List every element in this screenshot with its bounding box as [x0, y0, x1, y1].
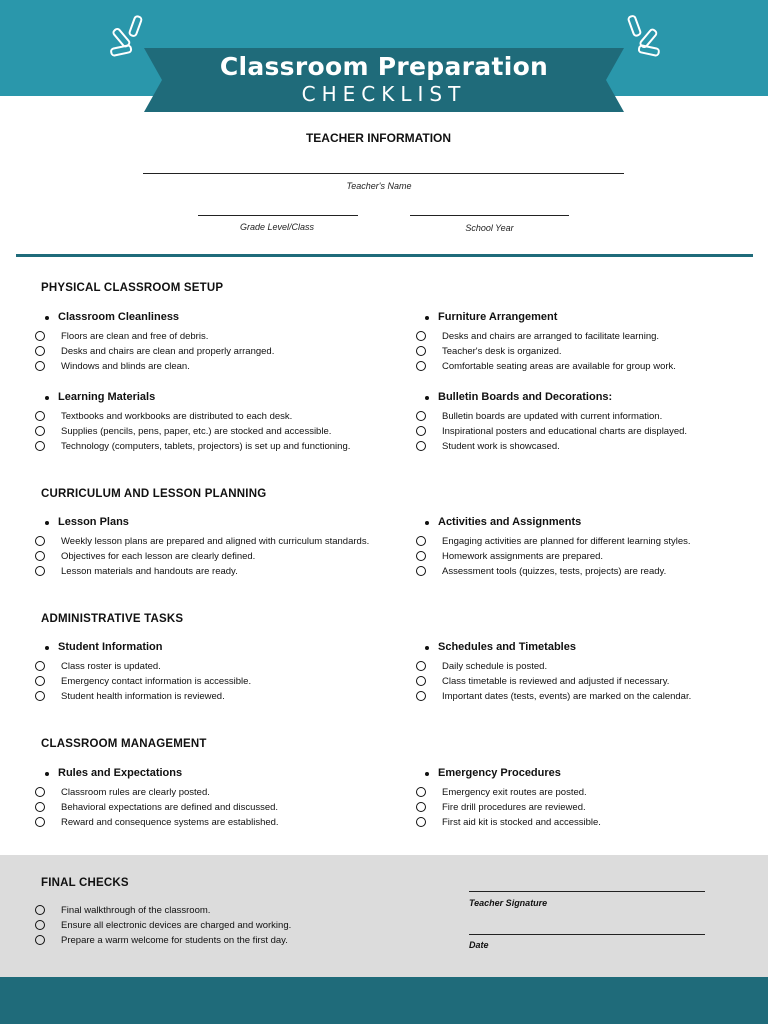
teacher-name-label: Teacher's Name: [346, 181, 412, 191]
list-item[interactable]: [416, 426, 687, 441]
list-item[interactable]: [35, 331, 274, 346]
grade-level-field[interactable]: [198, 215, 358, 216]
item-text: Technology (computers, tablets, projectors) is set up and functioning.: [61, 441, 351, 452]
group-title: Learning Materials: [41, 391, 356, 411]
item-text: Homework assignments are prepared.: [442, 551, 604, 562]
group-title: Rules and Expectations: [41, 767, 285, 787]
list-item[interactable]: [35, 676, 251, 691]
checkbox-circle[interactable]: [35, 411, 45, 421]
list-item[interactable]: [35, 566, 369, 581]
checklist-group: [41, 391, 356, 456]
checkbox-circle[interactable]: [416, 411, 426, 421]
item-text: Engaging activities are planned for different learning styles.: [442, 536, 691, 547]
teacher-name-field[interactable]: [143, 173, 624, 174]
checklist-group: [41, 311, 280, 376]
item-text: Daily schedule is posted.: [442, 661, 548, 672]
item-text: Prepare a warm welcome for students on the first day.: [61, 935, 288, 946]
list-item[interactable]: [35, 411, 350, 426]
section-divider: [16, 254, 753, 257]
grade-level-label: Grade Level/Class: [239, 222, 315, 232]
list-item[interactable]: [416, 566, 691, 581]
checkbox-circle[interactable]: [35, 691, 45, 701]
item-text: Behavioral expectations are defined and discussed.: [61, 802, 279, 813]
section-heading: PHYSICAL CLASSROOM SETUP: [41, 282, 224, 294]
item-text: Textbooks and workbooks are distributed to each desk.: [61, 411, 293, 422]
list-item[interactable]: [416, 676, 691, 691]
school-year-field[interactable]: [410, 215, 569, 216]
list-item[interactable]: [416, 661, 691, 676]
item-text: Important dates (tests, events) are marked on the calendar.: [442, 691, 692, 702]
section-heading: CURRICULUM AND LESSON PLANNING: [41, 488, 267, 500]
checkbox-circle[interactable]: [416, 536, 426, 546]
checkbox-circle[interactable]: [35, 935, 45, 945]
teacher-signature-label: Teacher Signature: [469, 898, 548, 908]
group-title: Bulletin Boards and Decorations:: [421, 391, 692, 411]
checkbox-circle[interactable]: [35, 787, 45, 797]
final-checks-heading: FINAL CHECKS: [41, 877, 129, 889]
item-text: Emergency exit routes are posted.: [442, 787, 587, 798]
checkbox-circle[interactable]: [35, 441, 45, 451]
item-text: Ensure all electronic devices are charged and working.: [61, 920, 292, 931]
item-text: Comfortable seating areas are available for group work.: [442, 361, 676, 372]
list-item[interactable]: [35, 905, 291, 920]
item-text: Fire drill procedures are reviewed.: [442, 802, 586, 813]
checkbox-circle[interactable]: [35, 361, 45, 371]
list-item[interactable]: [35, 691, 251, 706]
checkbox-circle[interactable]: [416, 661, 426, 671]
checkbox-circle[interactable]: [35, 426, 45, 436]
checkbox-circle[interactable]: [416, 566, 426, 576]
group-title: Activities and Assignments: [421, 516, 696, 536]
item-text: Reward and consequence systems are established.: [61, 817, 279, 828]
checkbox-circle[interactable]: [416, 361, 426, 371]
checkbox-circle[interactable]: [35, 905, 45, 915]
item-text: First aid kit is stocked and accessible.: [442, 817, 601, 828]
checklist-group: [421, 311, 681, 376]
item-text: Class roster is updated.: [61, 661, 161, 672]
checkbox-circle[interactable]: [416, 331, 426, 341]
section-heading: CLASSROOM MANAGEMENT: [41, 738, 207, 750]
checkbox-circle[interactable]: [416, 441, 426, 451]
item-text: Classroom rules are clearly posted.: [61, 787, 210, 798]
checkbox-circle[interactable]: [35, 551, 45, 561]
list-item[interactable]: [35, 441, 350, 456]
list-item[interactable]: [35, 802, 279, 817]
item-text: Inspirational posters and educational charts are displayed.: [442, 426, 688, 437]
list-item[interactable]: [416, 536, 691, 551]
date-field[interactable]: [469, 934, 705, 935]
item-text: Teacher's desk is organized.: [442, 346, 562, 357]
item-text: Student health information is reviewed.: [61, 691, 225, 702]
item-text: Objectives for each lesson are clearly defined.: [61, 551, 256, 562]
checklist-group: [41, 641, 257, 706]
list-item[interactable]: [416, 551, 691, 566]
list-item[interactable]: [416, 691, 691, 706]
final-checks-list: [35, 905, 291, 950]
item-text: Class timetable is reviewed and adjusted if necessary.: [442, 676, 670, 687]
list-item[interactable]: [35, 426, 350, 441]
list-item[interactable]: [35, 551, 369, 566]
checkbox-circle[interactable]: [416, 691, 426, 701]
checkbox-circle[interactable]: [35, 802, 45, 812]
item-text: Bulletin boards are updated with current information.: [442, 411, 663, 422]
footer-band: [0, 977, 768, 1024]
list-item[interactable]: [35, 817, 279, 832]
list-item[interactable]: [35, 346, 274, 361]
page-title: Classroom Preparation: [219, 52, 549, 81]
school-year-label: School Year: [465, 223, 514, 233]
item-text: Emergency contact information is accessible.: [61, 676, 252, 687]
checklist-group: [421, 767, 606, 832]
list-item[interactable]: [416, 331, 676, 346]
list-item[interactable]: [416, 411, 687, 426]
list-item[interactable]: [35, 935, 291, 950]
group-title: Emergency Procedures: [421, 767, 606, 787]
list-item[interactable]: [35, 536, 369, 551]
checkbox-circle[interactable]: [416, 802, 426, 812]
checklist-group: [421, 391, 692, 456]
checkbox-circle[interactable]: [416, 426, 426, 436]
item-text: Floors are clean and free of debris.: [61, 331, 209, 342]
checkbox-circle[interactable]: [35, 676, 45, 686]
list-item[interactable]: [416, 802, 601, 817]
group-title: Lesson Plans: [41, 516, 375, 536]
list-item[interactable]: [35, 787, 279, 802]
group-title: Schedules and Timetables: [421, 641, 696, 661]
checkbox-circle[interactable]: [35, 661, 45, 671]
item-text: Assessment tools (quizzes, tests, projects) are ready.: [442, 566, 667, 577]
date-label: Date: [469, 940, 489, 950]
list-item[interactable]: [35, 661, 251, 676]
teacher-info-heading: TEACHER INFORMATION: [305, 131, 452, 145]
list-item[interactable]: [416, 441, 687, 456]
item-text: Final walkthrough of the classroom.: [61, 905, 211, 916]
item-text: Desks and chairs are clean and properly arranged.: [61, 346, 275, 357]
checkbox-circle[interactable]: [416, 787, 426, 797]
checklist-group: [41, 516, 375, 581]
checklist-group: [421, 516, 696, 581]
checkbox-circle[interactable]: [416, 817, 426, 827]
checkbox-circle[interactable]: [416, 551, 426, 561]
list-item[interactable]: [416, 817, 601, 832]
checklist-group: [421, 641, 696, 706]
item-text: Student work is showcased.: [442, 441, 560, 452]
checkbox-circle[interactable]: [416, 676, 426, 686]
list-item[interactable]: [35, 920, 291, 935]
section-heading: ADMINISTRATIVE TASKS: [41, 613, 184, 625]
list-item[interactable]: [35, 361, 274, 376]
item-text: Lesson materials and handouts are ready.: [61, 566, 238, 577]
group-title: Student Information: [41, 641, 257, 661]
item-text: Windows and blinds are clean.: [61, 361, 190, 372]
group-title: Furniture Arrangement: [421, 311, 681, 331]
list-item[interactable]: [416, 361, 676, 376]
checkbox-circle[interactable]: [35, 331, 45, 341]
list-item[interactable]: [416, 787, 601, 802]
checkbox-circle[interactable]: [35, 566, 45, 576]
page-subtitle: CHECKLIST: [301, 82, 467, 106]
group-title: Classroom Cleanliness: [41, 311, 280, 331]
teacher-signature-field[interactable]: [469, 891, 705, 892]
checkbox-circle[interactable]: [35, 536, 45, 546]
checkbox-circle[interactable]: [35, 346, 45, 356]
checklist-group: [41, 767, 285, 832]
checkbox-circle[interactable]: [35, 920, 45, 930]
checkbox-circle[interactable]: [416, 346, 426, 356]
list-item[interactable]: [416, 346, 676, 361]
item-text: Weekly lesson plans are prepared and aligned with curriculum standards.: [61, 536, 370, 547]
item-text: Desks and chairs are arranged to facilitate learning.: [442, 331, 660, 342]
checkbox-circle[interactable]: [35, 817, 45, 827]
item-text: Supplies (pencils, pens, paper, etc.) are stocked and accessible.: [61, 426, 332, 437]
